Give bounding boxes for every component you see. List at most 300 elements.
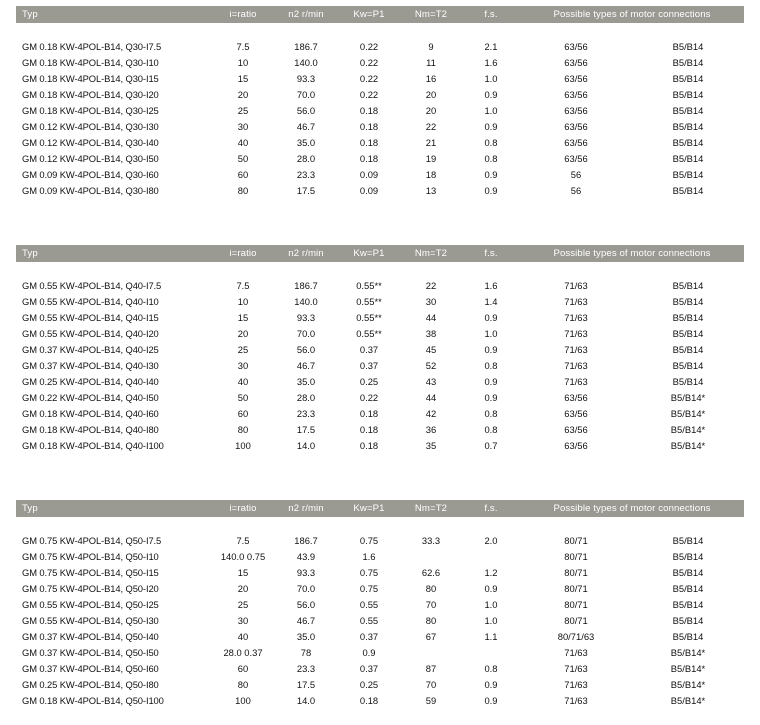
cell-connection-flange: B5/B14 bbox=[672, 360, 704, 371]
cell-nm: 9 bbox=[428, 41, 434, 52]
table-row bbox=[16, 326, 744, 342]
cell-typ: GM 0.18 KW-4POL-B14, Q40-I60 bbox=[22, 408, 159, 419]
cell-fs: 0.9 bbox=[484, 89, 498, 100]
cell-nm: 20 bbox=[425, 105, 437, 116]
table-row bbox=[16, 693, 744, 709]
cell-fs: 0.8 bbox=[484, 153, 498, 164]
cell-kw: 0.18 bbox=[359, 695, 379, 706]
cell-fs: 1.0 bbox=[484, 328, 498, 339]
cell-typ: GM 0.12 KW-4POL-B14, Q30-I50 bbox=[22, 153, 159, 164]
cell-kw: 0.55** bbox=[356, 312, 382, 323]
column-header-typ: Typ bbox=[16, 245, 212, 262]
cell-n2: 56.0 bbox=[296, 105, 316, 116]
cell-n2: 78 bbox=[300, 647, 312, 658]
cell-nm: 16 bbox=[425, 73, 437, 84]
column-header-nm: Nm=T2 bbox=[400, 6, 462, 23]
cell-connection-frame: 71/63 bbox=[564, 663, 588, 674]
column-header-ratio: i=ratio bbox=[212, 6, 274, 23]
cell-fs: 0.8 bbox=[484, 663, 498, 674]
cell-nm: 19 bbox=[425, 153, 437, 164]
cell-kw: 0.22 bbox=[359, 89, 379, 100]
cell-kw: 0.25 bbox=[359, 679, 379, 690]
table-row bbox=[16, 294, 744, 310]
cell-n2: 46.7 bbox=[296, 615, 316, 626]
cell-kw: 0.37 bbox=[359, 344, 379, 355]
table-row bbox=[16, 151, 744, 167]
cell-n2: 17.5 bbox=[296, 679, 316, 690]
cell-nm: 21 bbox=[425, 137, 437, 148]
cell-typ: GM 0.55 KW-4POL-B14, Q40-I20 bbox=[22, 328, 159, 339]
cell-connection-flange: B5/B14 bbox=[672, 153, 704, 164]
column-header-n2: n2 r/min bbox=[274, 245, 338, 262]
cell-typ: GM 0.18 KW-4POL-B14, Q30-I7.5 bbox=[22, 41, 162, 52]
cell-connection-frame: 63/56 bbox=[564, 57, 588, 68]
cell-kw: 0.22 bbox=[359, 41, 379, 52]
spacer-row bbox=[16, 262, 744, 278]
cell-n2: 14.0 bbox=[296, 440, 316, 451]
cell-fs: 0.9 bbox=[484, 695, 498, 706]
cell-ratio: 15 bbox=[237, 312, 249, 323]
cell-kw: 0.18 bbox=[359, 424, 379, 435]
cell-nm: 87 bbox=[425, 663, 437, 674]
cell-n2: 23.3 bbox=[296, 169, 316, 180]
column-header-connections: Possible types of motor connections bbox=[520, 500, 744, 517]
table-row bbox=[16, 278, 744, 294]
cell-ratio: 30 bbox=[237, 121, 249, 132]
cell-connection-flange: B5/B14 bbox=[672, 57, 704, 68]
table-row bbox=[16, 565, 744, 581]
cell-kw: 0.18 bbox=[359, 105, 379, 116]
cell-nm: 22 bbox=[425, 121, 437, 132]
cell-ratio: 40 bbox=[237, 137, 249, 148]
cell-ratio: 7.5 bbox=[236, 535, 250, 546]
cell-kw: 0.25 bbox=[359, 376, 379, 387]
cell-connection-frame: 80/71 bbox=[564, 615, 588, 626]
cell-kw: 0.18 bbox=[359, 121, 379, 132]
cell-connection-frame: 71/63 bbox=[564, 312, 588, 323]
cell-nm: 62.6 bbox=[421, 567, 441, 578]
table-row bbox=[16, 374, 744, 390]
cell-kw: 1.6 bbox=[362, 551, 376, 562]
cell-nm: 36 bbox=[425, 424, 437, 435]
cell-typ: GM 0.75 KW-4POL-B14, Q50-I15 bbox=[22, 567, 159, 578]
table-header-row bbox=[16, 245, 744, 262]
cell-connection-frame: 63/56 bbox=[564, 73, 588, 84]
cell-kw: 0.22 bbox=[359, 392, 379, 403]
cell-connection-flange: B5/B14 bbox=[672, 615, 704, 626]
cell-fs: 0.9 bbox=[484, 185, 498, 196]
cell-typ: GM 0.18 KW-4POL-B14, Q50-I100 bbox=[22, 695, 164, 706]
cell-typ: GM 0.09 KW-4POL-B14, Q30-I80 bbox=[22, 185, 159, 196]
cell-connection-frame: 80/71 bbox=[564, 535, 588, 546]
table-header-row bbox=[16, 6, 744, 23]
cell-connection-flange: B5/B14* bbox=[670, 663, 706, 674]
cell-n2: 70.0 bbox=[296, 583, 316, 594]
cell-connection-frame: 56 bbox=[570, 185, 582, 196]
table-row bbox=[16, 87, 744, 103]
table-row bbox=[16, 310, 744, 326]
cell-ratio: 60 bbox=[237, 408, 249, 419]
cell-kw: 0.75 bbox=[359, 583, 379, 594]
column-header-connections: Possible types of motor connections bbox=[520, 245, 744, 262]
cell-n2: 93.3 bbox=[296, 312, 316, 323]
cell-nm: 52 bbox=[425, 360, 437, 371]
cell-connection-frame: 80/71/63 bbox=[557, 631, 595, 642]
column-header-nm: Nm=T2 bbox=[400, 500, 462, 517]
table-row bbox=[16, 135, 744, 151]
cell-fs: 0.9 bbox=[484, 392, 498, 403]
cell-kw: 0.09 bbox=[359, 185, 379, 196]
cell-typ: GM 0.55 KW-4POL-B14, Q50-I30 bbox=[22, 615, 159, 626]
gearmotor-table-q30 bbox=[16, 6, 744, 199]
cell-connection-frame: 63/56 bbox=[564, 89, 588, 100]
cell-fs: 2.1 bbox=[484, 41, 498, 52]
cell-kw: 0.18 bbox=[359, 137, 379, 148]
cell-fs: 1.4 bbox=[484, 296, 498, 307]
table-body bbox=[16, 517, 744, 709]
cell-connection-flange: B5/B14* bbox=[670, 424, 706, 435]
cell-fs: 0.9 bbox=[484, 583, 498, 594]
cell-connection-flange: B5/B14 bbox=[672, 599, 704, 610]
cell-typ: GM 0.18 KW-4POL-B14, Q40-I100 bbox=[22, 440, 164, 451]
cell-nm: 20 bbox=[425, 89, 437, 100]
column-header-kw: Kw=P1 bbox=[338, 6, 400, 23]
table-row bbox=[16, 55, 744, 71]
cell-connection-flange: B5/B14 bbox=[672, 121, 704, 132]
cell-nm: 30 bbox=[425, 296, 437, 307]
cell-n2: 28.0 bbox=[296, 392, 316, 403]
table-row bbox=[16, 661, 744, 677]
gearmotor-table-q50 bbox=[16, 500, 744, 709]
cell-typ: GM 0.18 KW-4POL-B14, Q40-I80 bbox=[22, 424, 159, 435]
cell-kw: 0.55** bbox=[356, 280, 382, 291]
cell-connection-flange: B5/B14 bbox=[672, 296, 704, 307]
cell-connection-flange: B5/B14 bbox=[672, 535, 704, 546]
cell-ratio: 30 bbox=[237, 615, 249, 626]
column-header-fs: f.s. bbox=[462, 6, 520, 23]
cell-n2: 46.7 bbox=[296, 360, 316, 371]
cell-connection-frame: 63/56 bbox=[564, 41, 588, 52]
cell-connection-frame: 63/56 bbox=[564, 105, 588, 116]
cell-nm: 38 bbox=[425, 328, 437, 339]
cell-connection-frame: 71/63 bbox=[564, 280, 588, 291]
cell-fs: 0.8 bbox=[484, 360, 498, 371]
cell-n2: 46.7 bbox=[296, 121, 316, 132]
cell-typ: GM 0.09 KW-4POL-B14, Q30-I60 bbox=[22, 169, 159, 180]
cell-typ: GM 0.37 KW-4POL-B14, Q40-I25 bbox=[22, 344, 159, 355]
cell-connection-flange: B5/B14 bbox=[672, 344, 704, 355]
cell-fs: 0.8 bbox=[484, 424, 498, 435]
cell-nm: 44 bbox=[425, 312, 437, 323]
cell-connection-flange: B5/B14* bbox=[670, 408, 706, 419]
column-header-typ: Typ bbox=[16, 6, 212, 23]
cell-nm: 70 bbox=[425, 599, 437, 610]
cell-fs: 0.9 bbox=[484, 679, 498, 690]
cell-connection-flange: B5/B14 bbox=[672, 185, 704, 196]
cell-connection-frame: 80/71 bbox=[564, 551, 588, 562]
column-header-n2: n2 r/min bbox=[274, 500, 338, 517]
cell-typ: GM 0.12 KW-4POL-B14, Q30-I30 bbox=[22, 121, 159, 132]
cell-connection-frame: 63/56 bbox=[564, 392, 588, 403]
cell-n2: 35.0 bbox=[296, 631, 316, 642]
cell-ratio: 25 bbox=[237, 599, 249, 610]
cell-n2: 56.0 bbox=[296, 344, 316, 355]
cell-connection-flange: B5/B14 bbox=[672, 583, 704, 594]
cell-connection-frame: 71/63 bbox=[564, 679, 588, 690]
cell-connection-frame: 56 bbox=[570, 169, 582, 180]
cell-kw: 0.55 bbox=[359, 599, 379, 610]
cell-ratio: 7.5 bbox=[236, 280, 250, 291]
cell-ratio: 140.0 0.75 bbox=[220, 551, 266, 562]
cell-fs: 1.6 bbox=[484, 57, 498, 68]
cell-n2: 14.0 bbox=[296, 695, 316, 706]
cell-n2: 186.7 bbox=[294, 535, 318, 546]
cell-connection-flange: B5/B14 bbox=[672, 73, 704, 84]
cell-nm: 13 bbox=[425, 185, 437, 196]
cell-ratio: 10 bbox=[237, 57, 249, 68]
cell-fs: 1.6 bbox=[484, 280, 498, 291]
cell-kw: 0.22 bbox=[359, 73, 379, 84]
cell-n2: 17.5 bbox=[296, 185, 316, 196]
cell-connection-flange: B5/B14 bbox=[672, 312, 704, 323]
cell-nm: 44 bbox=[425, 392, 437, 403]
cell-connection-frame: 80/71 bbox=[564, 567, 588, 578]
column-header-kw: Kw=P1 bbox=[338, 245, 400, 262]
column-header-ratio: i=ratio bbox=[212, 500, 274, 517]
cell-typ: GM 0.18 KW-4POL-B14, Q30-I25 bbox=[22, 105, 159, 116]
cell-typ: GM 0.25 KW-4POL-B14, Q40-I40 bbox=[22, 376, 159, 387]
cell-ratio: 25 bbox=[237, 105, 249, 116]
cell-connection-frame: 80/71 bbox=[564, 599, 588, 610]
cell-n2: 140.0 bbox=[294, 296, 318, 307]
cell-ratio: 50 bbox=[237, 392, 249, 403]
cell-connection-frame: 71/63 bbox=[564, 344, 588, 355]
cell-connection-flange: B5/B14* bbox=[670, 647, 706, 658]
cell-kw: 0.09 bbox=[359, 169, 379, 180]
cell-typ: GM 0.37 KW-4POL-B14, Q50-I50 bbox=[22, 647, 159, 658]
cell-kw: 0.18 bbox=[359, 153, 379, 164]
cell-typ: GM 0.55 KW-4POL-B14, Q40-I7.5 bbox=[22, 280, 162, 291]
cell-n2: 186.7 bbox=[294, 41, 318, 52]
cell-fs: 0.9 bbox=[484, 121, 498, 132]
cell-connection-frame: 80/71 bbox=[564, 583, 588, 594]
cell-ratio: 60 bbox=[237, 169, 249, 180]
cell-nm: 80 bbox=[425, 615, 437, 626]
cell-ratio: 20 bbox=[237, 583, 249, 594]
column-header-nm: Nm=T2 bbox=[400, 245, 462, 262]
cell-connection-frame: 63/56 bbox=[564, 153, 588, 164]
cell-fs: 0.8 bbox=[484, 137, 498, 148]
cell-typ: GM 0.25 KW-4POL-B14, Q50-I80 bbox=[22, 679, 159, 690]
cell-nm: 11 bbox=[426, 57, 436, 68]
cell-ratio: 7.5 bbox=[236, 41, 250, 52]
cell-ratio: 20 bbox=[237, 328, 249, 339]
table-header-row bbox=[16, 500, 744, 517]
cell-n2: 23.3 bbox=[296, 663, 316, 674]
cell-ratio: 100 bbox=[235, 440, 251, 451]
cell-n2: 93.3 bbox=[296, 567, 316, 578]
cell-fs: 0.8 bbox=[484, 408, 498, 419]
cell-fs: 0.9 bbox=[484, 169, 498, 180]
cell-connection-frame: 63/56 bbox=[564, 137, 588, 148]
cell-kw: 0.75 bbox=[359, 567, 379, 578]
cell-fs: 1.0 bbox=[484, 105, 498, 116]
table-row bbox=[16, 167, 744, 183]
cell-typ: GM 0.37 KW-4POL-B14, Q40-I30 bbox=[22, 360, 159, 371]
cell-typ: GM 0.75 KW-4POL-B14, Q50-I20 bbox=[22, 583, 159, 594]
gearmotor-table-q40 bbox=[16, 245, 744, 454]
table-row bbox=[16, 438, 744, 454]
cell-ratio: 50 bbox=[237, 153, 249, 164]
table-row bbox=[16, 103, 744, 119]
table-row bbox=[16, 71, 744, 87]
cell-ratio: 25 bbox=[237, 344, 249, 355]
cell-nm: 59 bbox=[425, 695, 437, 706]
cell-nm bbox=[400, 549, 462, 565]
cell-kw: 0.55** bbox=[356, 328, 382, 339]
cell-fs: 2.0 bbox=[484, 535, 498, 546]
cell-nm: 80 bbox=[425, 583, 437, 594]
table-row bbox=[16, 342, 744, 358]
table-row bbox=[16, 549, 744, 565]
cell-kw: 0.55** bbox=[356, 296, 382, 307]
cell-connection-frame: 71/63 bbox=[564, 296, 588, 307]
cell-nm: 18 bbox=[425, 169, 437, 180]
cell-connection-flange: B5/B14 bbox=[672, 631, 704, 642]
cell-typ: GM 0.55 KW-4POL-B14, Q40-I10 bbox=[22, 296, 159, 307]
cell-n2: 28.0 bbox=[296, 153, 316, 164]
cell-ratio: 100 bbox=[235, 695, 251, 706]
cell-connection-flange: B5/B14 bbox=[672, 551, 704, 562]
cell-typ: GM 0.12 KW-4POL-B14, Q30-I40 bbox=[22, 137, 159, 148]
cell-ratio: 40 bbox=[237, 631, 249, 642]
cell-typ: GM 0.18 KW-4POL-B14, Q30-I20 bbox=[22, 89, 159, 100]
cell-fs bbox=[462, 549, 520, 565]
column-header-fs: f.s. bbox=[462, 245, 520, 262]
cell-connection-flange: B5/B14* bbox=[670, 679, 706, 690]
cell-connection-frame: 71/63 bbox=[564, 376, 588, 387]
cell-typ: GM 0.18 KW-4POL-B14, Q30-I15 bbox=[22, 73, 159, 84]
cell-kw: 0.22 bbox=[359, 57, 379, 68]
cell-ratio: 80 bbox=[237, 679, 249, 690]
table-row bbox=[16, 119, 744, 135]
table-row bbox=[16, 677, 744, 693]
cell-nm: 67 bbox=[425, 631, 437, 642]
cell-typ: GM 0.37 KW-4POL-B14, Q50-I40 bbox=[22, 631, 159, 642]
cell-typ: GM 0.18 KW-4POL-B14, Q30-I10 bbox=[22, 57, 159, 68]
table-row bbox=[16, 358, 744, 374]
cell-ratio: 15 bbox=[237, 73, 249, 84]
table-row bbox=[16, 581, 744, 597]
cell-nm: 33.3 bbox=[421, 535, 441, 546]
cell-connection-flange: B5/B14 bbox=[672, 105, 704, 116]
cell-connection-flange: B5/B14 bbox=[672, 328, 704, 339]
cell-ratio: 80 bbox=[237, 424, 249, 435]
table-row bbox=[16, 406, 744, 422]
cell-fs: 1.0 bbox=[484, 615, 498, 626]
cell-typ: GM 0.75 KW-4POL-B14, Q50-I10 bbox=[22, 551, 159, 562]
cell-nm: 35 bbox=[425, 440, 437, 451]
cell-kw: 0.37 bbox=[359, 360, 379, 371]
table-body bbox=[16, 262, 744, 454]
cell-n2: 93.3 bbox=[296, 73, 316, 84]
table-row bbox=[16, 183, 744, 199]
cell-ratio: 28.0 0.37 bbox=[223, 647, 263, 658]
cell-nm: 42 bbox=[425, 408, 437, 419]
cell-connection-flange: B5/B14 bbox=[672, 169, 704, 180]
cell-nm: 22 bbox=[425, 280, 437, 291]
table-row bbox=[16, 39, 744, 55]
table-row bbox=[16, 422, 744, 438]
cell-kw: 0.9 bbox=[362, 647, 376, 658]
cell-fs bbox=[462, 645, 520, 661]
cell-fs: 0.7 bbox=[484, 440, 498, 451]
cell-fs: 1.0 bbox=[484, 599, 498, 610]
cell-connection-frame: 71/63 bbox=[564, 647, 588, 658]
cell-fs: 0.9 bbox=[484, 312, 498, 323]
spacer-row bbox=[16, 517, 744, 533]
table-row bbox=[16, 629, 744, 645]
table-row bbox=[16, 390, 744, 406]
cell-fs: 0.9 bbox=[484, 376, 498, 387]
cell-ratio: 10 bbox=[237, 296, 249, 307]
table-row bbox=[16, 597, 744, 613]
column-header-connections: Possible types of motor connections bbox=[520, 6, 744, 23]
cell-ratio: 30 bbox=[237, 360, 249, 371]
cell-connection-frame: 71/63 bbox=[564, 328, 588, 339]
column-header-kw: Kw=P1 bbox=[338, 500, 400, 517]
cell-nm: 70 bbox=[425, 679, 437, 690]
cell-kw: 0.37 bbox=[359, 631, 379, 642]
cell-ratio: 15 bbox=[237, 567, 249, 578]
cell-n2: 70.0 bbox=[296, 89, 316, 100]
cell-connection-frame: 63/56 bbox=[564, 408, 588, 419]
cell-nm: 45 bbox=[425, 344, 437, 355]
cell-connection-frame: 63/56 bbox=[564, 121, 588, 132]
cell-n2: 35.0 bbox=[296, 376, 316, 387]
cell-connection-frame: 63/56 bbox=[564, 424, 588, 435]
cell-connection-flange: B5/B14 bbox=[672, 376, 704, 387]
cell-ratio: 20 bbox=[237, 89, 249, 100]
cell-fs: 1.1 bbox=[484, 631, 498, 642]
cell-n2: 140.0 bbox=[294, 57, 318, 68]
cell-n2: 70.0 bbox=[296, 328, 316, 339]
cell-connection-flange: B5/B14* bbox=[670, 392, 706, 403]
column-header-fs: f.s. bbox=[462, 500, 520, 517]
cell-typ: GM 0.75 KW-4POL-B14, Q50-I7.5 bbox=[22, 535, 162, 546]
column-header-ratio: i=ratio bbox=[212, 245, 274, 262]
cell-typ: GM 0.55 KW-4POL-B14, Q40-I15 bbox=[22, 312, 159, 323]
column-header-typ: Typ bbox=[16, 500, 212, 517]
cell-connection-flange: B5/B14 bbox=[672, 137, 704, 148]
cell-n2: 43.9 bbox=[296, 551, 316, 562]
cell-fs: 0.9 bbox=[484, 344, 498, 355]
table-row bbox=[16, 533, 744, 549]
cell-n2: 56.0 bbox=[296, 599, 316, 610]
table-body bbox=[16, 23, 744, 199]
cell-ratio: 60 bbox=[237, 663, 249, 674]
cell-connection-flange: B5/B14 bbox=[672, 567, 704, 578]
cell-connection-flange: B5/B14 bbox=[672, 41, 704, 52]
spacer-row bbox=[16, 23, 744, 39]
cell-ratio: 80 bbox=[237, 185, 249, 196]
cell-fs: 1.2 bbox=[484, 567, 498, 578]
cell-nm bbox=[400, 645, 462, 661]
cell-kw: 0.18 bbox=[359, 408, 379, 419]
table-row bbox=[16, 613, 744, 629]
cell-kw: 0.37 bbox=[359, 663, 379, 674]
cell-kw: 0.18 bbox=[359, 440, 379, 451]
